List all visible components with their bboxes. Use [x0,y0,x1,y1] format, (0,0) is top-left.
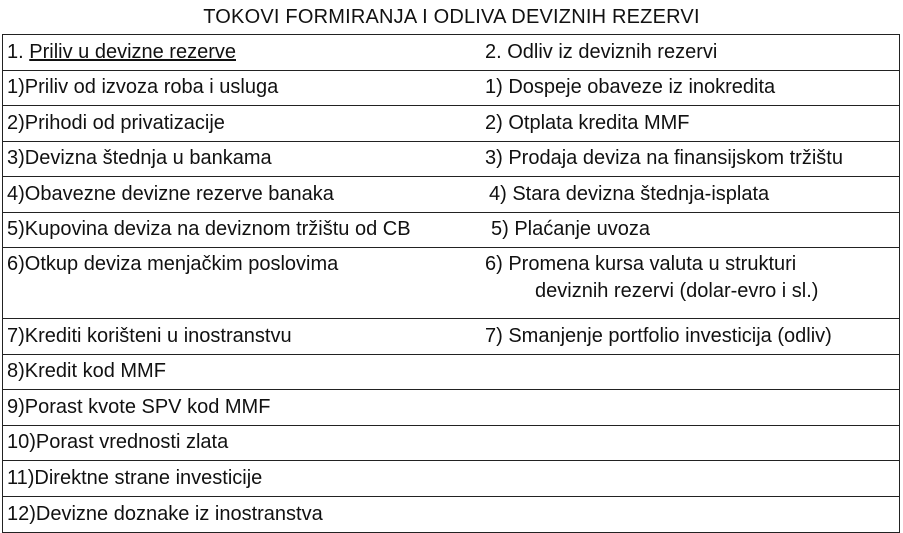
table-row [3,355,899,391]
inflow-item: 9)Porast kvote SPV kod MMF [7,395,271,418]
inflow-header [3,41,483,64]
inflow-item: 11)Direktne strane investicije [7,466,263,489]
outflow-item: 5) Plaćanje uvoza [491,218,650,241]
inflow-header-label: Priliv u devizne rezerve [29,40,236,63]
table-header-row [3,35,899,71]
inflow-item: 6)Otkup deviza menjačkim poslovima [7,253,339,275]
inflow-item: 1)Priliv od izvoza roba i usluga [7,76,279,99]
outflow-item-line2: deviznih rezervi (dolar-evro i sl.) [535,280,819,302]
outflow-header: 2. Odliv iz deviznih rezervi [485,40,718,63]
table-row [3,106,899,142]
table-row [3,71,899,107]
table-row [3,461,899,497]
inflow-item: 8)Kredit kod MMF [7,360,166,383]
inflow-item: 5)Kupovina deviza na deviznom tržištu od CB [7,218,411,241]
outflow-item: 3) Prodaja deviza na finansijskom tržištu [485,147,843,170]
outflow-item-line1: 6) Promena kursa valuta u strukturi [485,253,797,275]
inflow-item: 10)Porast vrednosti zlata [7,431,229,454]
page-title: TOKOVI FORMIRANJA I ODLIVA DEVIZNIH REZERVI [203,6,700,28]
outflow-item: 2) Otplata kredita MMF [485,111,690,134]
inflow-item: 12)Devizne doznake iz inostranstva [7,502,323,525]
outflow-item-multiline [483,253,899,303]
inflow-item: 3)Devizna štednja u bankama [7,147,272,170]
outflow-item: 1) Dospeje obaveze iz inokredita [485,76,776,99]
reserves-table [2,34,900,533]
table-row [3,248,899,319]
inflow-header-prefix: 1. [7,40,30,63]
table-row [3,390,899,426]
inflow-item: 2)Prihodi od privatizacije [7,111,225,134]
inflow-item: 7)Krediti korišteni u inostranstvu [7,324,292,347]
table-row [3,142,899,178]
outflow-item: 7) Smanjenje portfolio investicija (odliv) [485,324,832,347]
table-row [3,426,899,462]
outflow-item: 4) Stara devizna štednja-isplata [489,182,770,205]
table-row [3,213,899,249]
table-row [3,497,899,533]
inflow-item: 4)Obavezne devizne rezerve banaka [7,182,334,205]
table-row [3,177,899,213]
table-row [3,319,899,355]
